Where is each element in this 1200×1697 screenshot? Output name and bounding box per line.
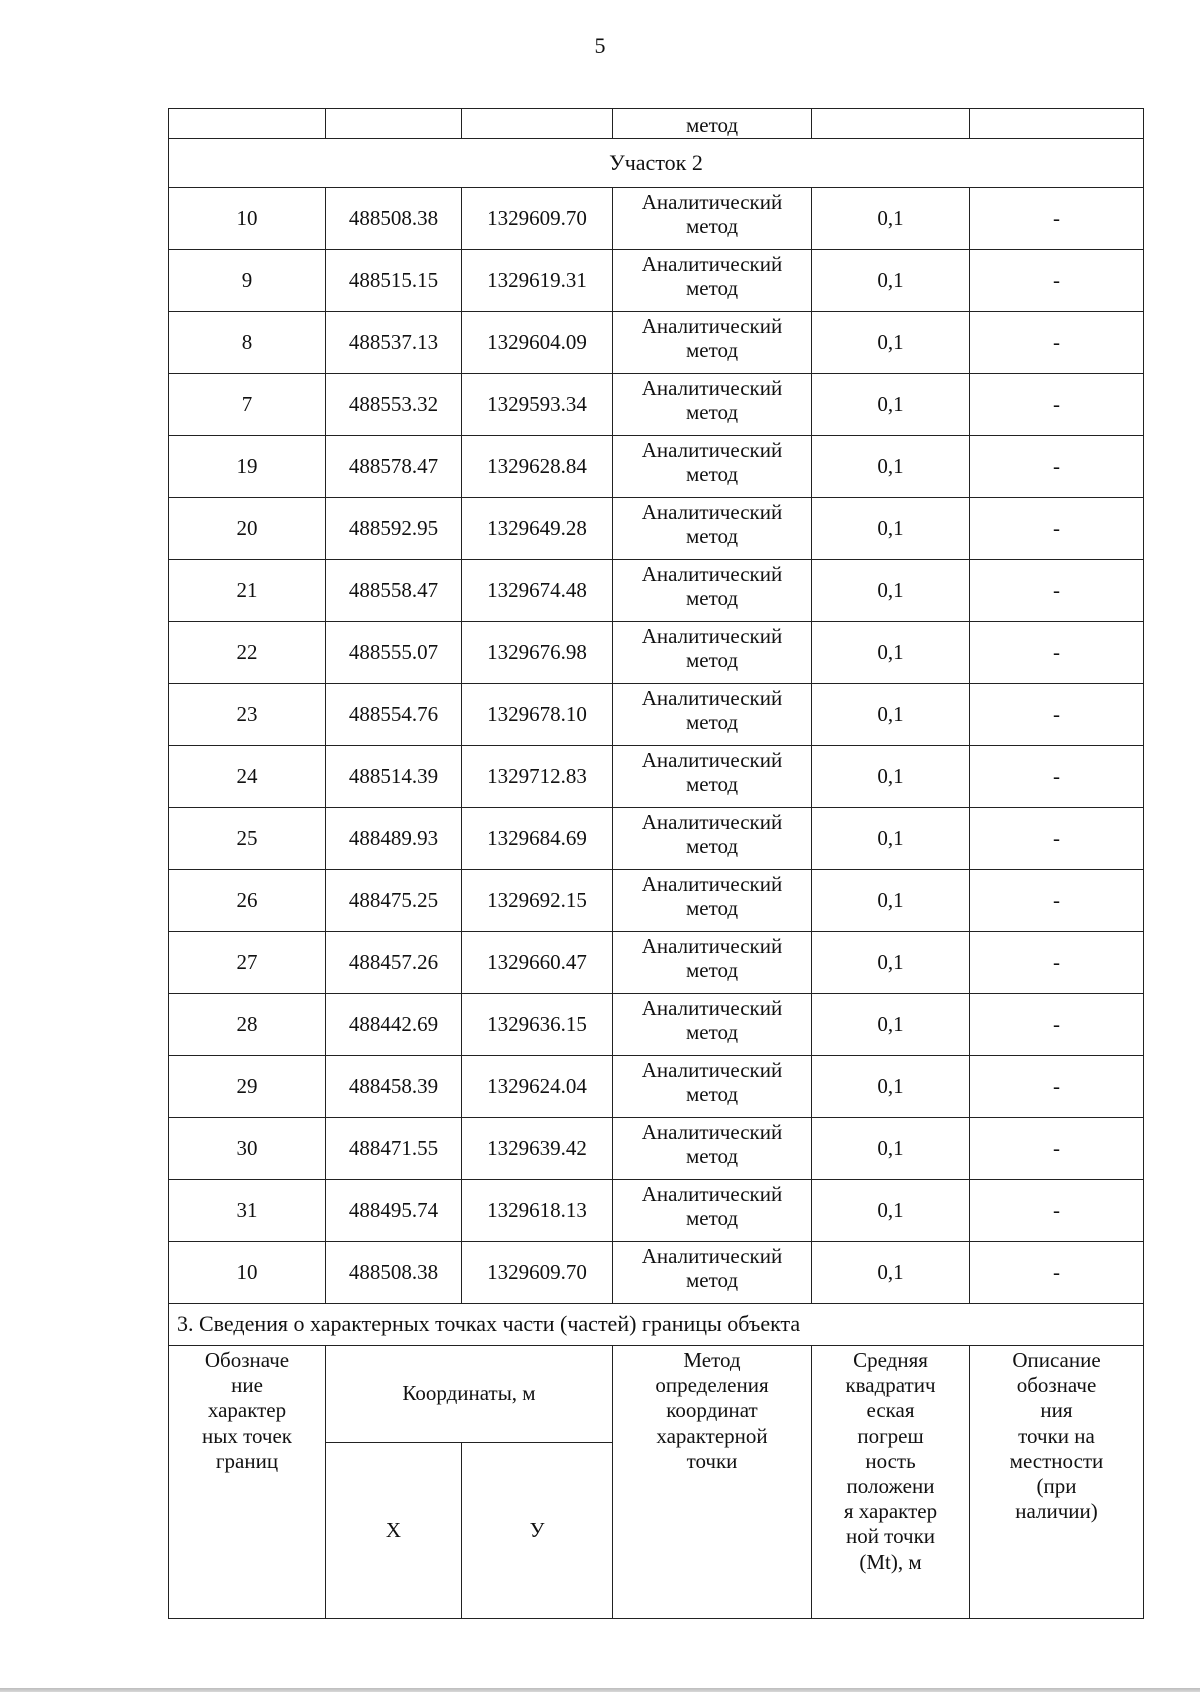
description: - — [970, 1056, 1144, 1118]
table-row — [169, 932, 1144, 994]
method-line-2: метод — [685, 523, 739, 548]
coord-y: 1329624.04 — [462, 1056, 613, 1118]
coord-y: 1329618.13 — [462, 1180, 613, 1242]
header-line: определения — [655, 1373, 769, 1398]
table-row — [169, 498, 1144, 560]
method — [613, 250, 812, 312]
point-number: 29 — [169, 1056, 326, 1118]
description: - — [970, 498, 1144, 560]
method-line-2: метод — [685, 833, 739, 858]
method-line-2: метод — [685, 585, 739, 610]
coord-y: 1329628.84 — [462, 436, 613, 498]
coord-x: 488442.69 — [326, 994, 462, 1056]
point-number: 25 — [169, 808, 326, 870]
header-designation — [169, 1346, 326, 1619]
description: - — [970, 1118, 1144, 1180]
header-x: X — [326, 1443, 462, 1619]
header-line: точки — [686, 1448, 738, 1473]
page-number: 5 — [594, 33, 606, 58]
table-row — [169, 994, 1144, 1056]
coord-y: 1329678.10 — [462, 684, 613, 746]
method-line-1: Аналитический — [641, 810, 783, 834]
section-title: Участок 2 — [169, 139, 1144, 188]
header-method — [613, 1346, 812, 1619]
table-row — [169, 746, 1144, 808]
accuracy-mt: 0,1 — [812, 746, 970, 808]
point-number: 30 — [169, 1118, 326, 1180]
point-number: 10 — [169, 188, 326, 250]
coord-x: 488458.39 — [326, 1056, 462, 1118]
point-number: 21 — [169, 560, 326, 622]
coord-x: 488514.39 — [326, 746, 462, 808]
table-row — [169, 1056, 1144, 1118]
method-line-2: метод — [685, 1143, 739, 1168]
header-line: характер — [207, 1398, 287, 1423]
header-line: я характер — [843, 1499, 938, 1524]
coord-y: 1329609.70 — [462, 188, 613, 250]
header-line: обозначе — [1016, 1373, 1097, 1398]
accuracy-mt: 0,1 — [812, 684, 970, 746]
description: - — [970, 250, 1144, 312]
table-row — [169, 1180, 1144, 1242]
method — [613, 436, 812, 498]
header-line: наличии) — [1015, 1499, 1098, 1524]
method-line-2: метод — [685, 461, 739, 486]
accuracy-mt: 0,1 — [812, 312, 970, 374]
method — [613, 932, 812, 994]
coord-y: 1329649.28 — [462, 498, 613, 560]
coord-x: 488471.55 — [326, 1118, 462, 1180]
header-line: ной точки — [845, 1524, 936, 1549]
method — [613, 808, 812, 870]
header-line: ность — [865, 1448, 916, 1473]
boundary-points-table — [168, 108, 1144, 1619]
accuracy-mt: 0,1 — [812, 1056, 970, 1118]
method-line-2: метод — [685, 275, 739, 300]
description: - — [970, 560, 1144, 622]
coord-x: 488592.95 — [326, 498, 462, 560]
method-line-1: Аналитический — [641, 190, 783, 214]
method-line-1: Аналитический — [641, 438, 783, 462]
part3-title: 3. Сведения о характерных точках части (частей) границы объекта — [169, 1304, 1144, 1346]
method-line-1: Аналитический — [641, 1244, 783, 1268]
coord-y: 1329712.83 — [462, 746, 613, 808]
header-line: границ — [215, 1448, 279, 1473]
coord-x: 488554.76 — [326, 684, 462, 746]
method — [613, 1180, 812, 1242]
point-number: 8 — [169, 312, 326, 374]
accuracy-mt: 0,1 — [812, 1118, 970, 1180]
method-line-1: Аналитический — [641, 376, 783, 400]
coord-y: 1329660.47 — [462, 932, 613, 994]
accuracy-mt: 0,1 — [812, 1180, 970, 1242]
method — [613, 498, 812, 560]
description: - — [970, 188, 1144, 250]
scan-edge-line — [0, 1688, 1200, 1692]
method-line-1: Аналитический — [641, 1120, 783, 1144]
header-line: положени — [846, 1473, 935, 1498]
coord-y: 1329619.31 — [462, 250, 613, 312]
method-line-2: метод — [685, 1019, 739, 1044]
cell — [326, 109, 462, 139]
coord-x: 488457.26 — [326, 932, 462, 994]
coord-x: 488475.25 — [326, 870, 462, 932]
accuracy-mt: 0,1 — [812, 436, 970, 498]
coord-y: 1329636.15 — [462, 994, 613, 1056]
header-line: координат — [666, 1398, 758, 1423]
point-number: 20 — [169, 498, 326, 560]
description: - — [970, 870, 1144, 932]
cell — [970, 109, 1144, 139]
method-line-2: метод — [685, 647, 739, 672]
table-row — [169, 250, 1144, 312]
point-number: 28 — [169, 994, 326, 1056]
method-line-1: Аналитический — [641, 934, 783, 958]
method-line-1: Аналитический — [641, 748, 783, 772]
point-number: 9 — [169, 250, 326, 312]
cell — [462, 109, 613, 139]
method-line-2: метод — [685, 399, 739, 424]
method — [613, 994, 812, 1056]
header-y: У — [462, 1443, 613, 1619]
method-line-2: метод — [685, 957, 739, 982]
point-number: 7 — [169, 374, 326, 436]
method-line-2: метод — [685, 1267, 739, 1292]
table-row — [169, 870, 1144, 932]
method-line-1: Аналитический — [641, 500, 783, 524]
coord-x: 488555.07 — [326, 622, 462, 684]
coord-x: 488495.74 — [326, 1180, 462, 1242]
coord-x: 488578.47 — [326, 436, 462, 498]
coord-y: 1329684.69 — [462, 808, 613, 870]
coord-y: 1329639.42 — [462, 1118, 613, 1180]
table-row — [169, 188, 1144, 250]
table-row — [169, 684, 1144, 746]
part3-header-row — [169, 1346, 1144, 1443]
method — [613, 374, 812, 436]
table-row — [169, 1118, 1144, 1180]
header-line: точки на — [1018, 1423, 1095, 1448]
accuracy-mt: 0,1 — [812, 932, 970, 994]
table-row — [169, 808, 1144, 870]
point-number: 22 — [169, 622, 326, 684]
header-line: Описание — [1012, 1348, 1101, 1372]
description: - — [970, 746, 1144, 808]
accuracy-mt: 0,1 — [812, 498, 970, 560]
table-row — [169, 1242, 1144, 1304]
coord-y: 1329593.34 — [462, 374, 613, 436]
accuracy-mt: 0,1 — [812, 622, 970, 684]
description: - — [970, 684, 1144, 746]
description: - — [970, 312, 1144, 374]
method-line-1: Аналитический — [641, 686, 783, 710]
method — [613, 684, 812, 746]
coord-x: 488508.38 — [326, 188, 462, 250]
cell — [169, 109, 326, 139]
header-line: местности — [1009, 1448, 1104, 1473]
cell: метод — [613, 109, 812, 139]
description: - — [970, 436, 1144, 498]
accuracy-mt: 0,1 — [812, 1242, 970, 1304]
method-line-1: Аналитический — [641, 252, 783, 276]
header-description — [970, 1346, 1144, 1619]
coord-y: 1329676.98 — [462, 622, 613, 684]
method — [613, 1118, 812, 1180]
accuracy-mt: 0,1 — [812, 250, 970, 312]
method-line-2: метод — [685, 709, 739, 734]
header-line: ных точек — [201, 1423, 293, 1448]
header-line: (при — [1036, 1473, 1077, 1498]
method — [613, 560, 812, 622]
description: - — [970, 1242, 1144, 1304]
accuracy-mt: 0,1 — [812, 188, 970, 250]
coord-x: 488508.38 — [326, 1242, 462, 1304]
method — [613, 1056, 812, 1118]
table-row — [169, 312, 1144, 374]
method — [613, 188, 812, 250]
coord-x: 488515.15 — [326, 250, 462, 312]
description: - — [970, 932, 1144, 994]
method-line-1: Аналитический — [641, 1058, 783, 1082]
cell — [812, 109, 970, 139]
continued-row — [169, 109, 1144, 139]
accuracy-mt: 0,1 — [812, 808, 970, 870]
method-line-2: метод — [685, 1081, 739, 1106]
method — [613, 312, 812, 374]
coord-y: 1329692.15 — [462, 870, 613, 932]
method-line-1: Аналитический — [641, 872, 783, 896]
table-row — [169, 560, 1144, 622]
point-number: 27 — [169, 932, 326, 994]
description: - — [970, 994, 1144, 1056]
method-line-2: метод — [685, 771, 739, 796]
method-line-1: Аналитический — [641, 562, 783, 586]
method-line-2: метод — [685, 1205, 739, 1230]
description: - — [970, 374, 1144, 436]
coord-y: 1329609.70 — [462, 1242, 613, 1304]
method-line-1: Аналитический — [641, 1182, 783, 1206]
accuracy-mt: 0,1 — [812, 560, 970, 622]
method-line-1: Аналитический — [641, 996, 783, 1020]
point-number: 19 — [169, 436, 326, 498]
header-line: характерной — [656, 1423, 768, 1448]
point-number: 23 — [169, 684, 326, 746]
coord-x: 488553.32 — [326, 374, 462, 436]
header-line: Средняя — [853, 1348, 928, 1372]
header-line: Метод — [683, 1348, 741, 1372]
header-line: квадратич — [845, 1373, 936, 1398]
coord-y: 1329604.09 — [462, 312, 613, 374]
method-line-1: Аналитический — [641, 314, 783, 338]
header-line: Обозначе — [204, 1348, 290, 1372]
method-line-1: Аналитический — [641, 624, 783, 648]
part3-title-row — [169, 1304, 1144, 1346]
table-row — [169, 374, 1144, 436]
header-line: еская — [866, 1398, 915, 1423]
method — [613, 622, 812, 684]
coord-y: 1329674.48 — [462, 560, 613, 622]
description: - — [970, 622, 1144, 684]
method-line-2: метод — [685, 895, 739, 920]
header-line: ния — [1040, 1398, 1073, 1423]
header-line: (Mt), м — [859, 1549, 922, 1574]
header-line: погреш — [857, 1423, 924, 1448]
table-row — [169, 436, 1144, 498]
method — [613, 1242, 812, 1304]
accuracy-mt: 0,1 — [812, 374, 970, 436]
coord-x: 488558.47 — [326, 560, 462, 622]
method-line-2: метод — [685, 213, 739, 238]
table-row — [169, 622, 1144, 684]
coord-x: 488489.93 — [326, 808, 462, 870]
accuracy-mt: 0,1 — [812, 870, 970, 932]
method — [613, 870, 812, 932]
header-accuracy — [812, 1346, 970, 1619]
method-line-2: метод — [685, 337, 739, 362]
accuracy-mt: 0,1 — [812, 994, 970, 1056]
header-coords: Координаты, м — [326, 1346, 613, 1443]
description: - — [970, 808, 1144, 870]
point-number: 24 — [169, 746, 326, 808]
method — [613, 746, 812, 808]
point-number: 31 — [169, 1180, 326, 1242]
description: - — [970, 1180, 1144, 1242]
coord-x: 488537.13 — [326, 312, 462, 374]
section-row — [169, 139, 1144, 188]
point-number: 26 — [169, 870, 326, 932]
point-number: 10 — [169, 1242, 326, 1304]
header-line: ние — [231, 1373, 263, 1398]
